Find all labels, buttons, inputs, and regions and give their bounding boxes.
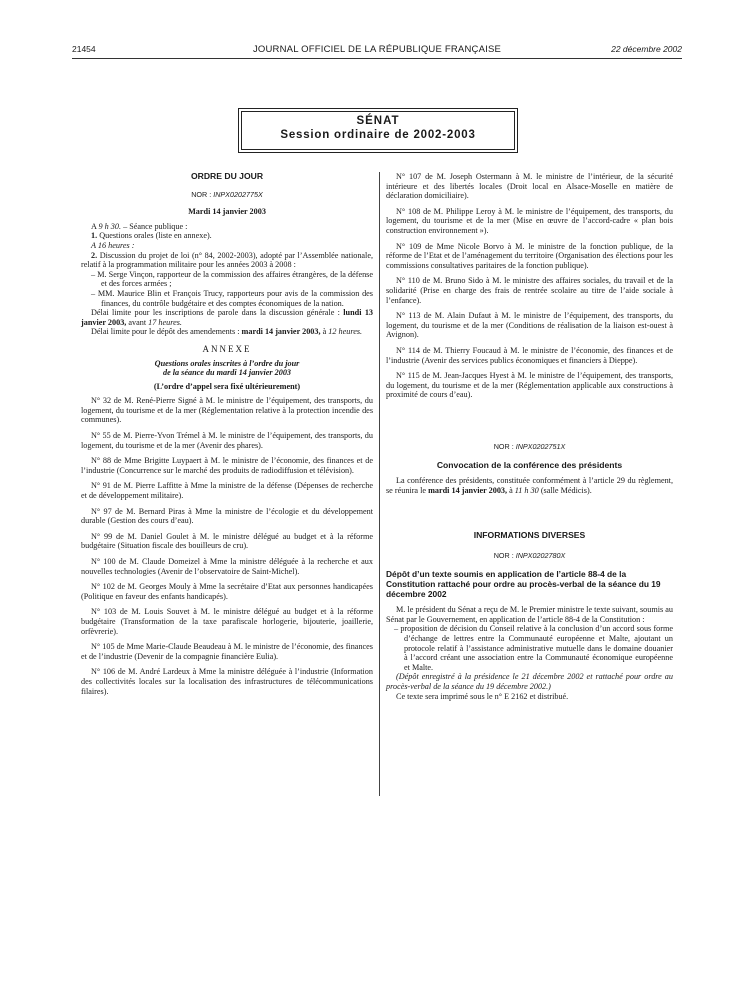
ordre-du-jour-title: ORDRE DU JOUR bbox=[190, 171, 264, 181]
delai-text: Délai limite pour les inscriptions de parole dans la discussion générale : bbox=[91, 308, 340, 318]
question-item: N° 91 de M. Pierre Laffitte à Mme la ministre de la défense (Dépenses de recherche et de développement militaire). bbox=[81, 481, 373, 501]
nor-code: INPX0202780X bbox=[515, 550, 566, 560]
session-time: 9 h 30. bbox=[98, 221, 122, 231]
question-item: N° 113 de M. Alain Dufaut à M. le ministre de l’équipement, des transports, du logement, du tourisme et de la mer (Conditions de réalisation de la liaison est-ouest à Avignon). bbox=[386, 311, 673, 340]
depot-proposition: – proposition de décision du Conseil relative à la conclusion d’un accord sous forme d’échange de lettres entre la Communauté européenne et Malte, ajoutant un protocole relatif à l’assistance administrative mutuelle dans le domaine douanier à l’accord créant une association entre la Communauté économique européenne et Malte. bbox=[394, 624, 673, 672]
issue-date: 22 décembre 2002 bbox=[611, 44, 682, 54]
delai-date: mardi 14 janvier 2003, bbox=[241, 327, 321, 337]
nor-label: NOR : bbox=[191, 189, 212, 199]
question-item: N° 99 de M. Daniel Goulet à M. le ministre délégué au budget et à la réforme budgétaire (Situation fiscale des bouilleurs de cru). bbox=[81, 531, 373, 551]
annexe-subtitle-1: Questions orales inscrites à l’ordre du jour bbox=[154, 358, 300, 368]
depot-intro: M. le président du Sénat a reçu de M. le Premier ministre le texte suivant, soumis au Sénat par le Gouvernement, en application de l’article 88-4 de la Constitution : bbox=[386, 605, 673, 624]
column-divider bbox=[379, 172, 380, 796]
rapporteurs-avis-line: – MM. Maurice Blin et François Trucy, rapporteurs pour avis de la commission des finances, du contrôle budgétaire et des comptes économiques de la nation. bbox=[91, 288, 373, 308]
left-column bbox=[81, 172, 373, 702]
informations-diverses-title: INFORMATIONS DIVERSES bbox=[473, 530, 586, 541]
question-item: N° 100 de M. Claude Domeizel à Mme la ministre déléguée à la recherche et aux nouvelles technologies (Avenir de l’observatoire de Saint-Michel). bbox=[81, 557, 373, 576]
convocation-body: La conférence des présidents, constituée conformément à l’article 29 du règlement, se réunira le bbox=[386, 476, 673, 495]
afternoon-session: A 16 heures : bbox=[91, 240, 135, 250]
delai-connector: avant bbox=[128, 317, 147, 327]
question-item: N° 108 de M. Philippe Leroy à M. le ministre de l’équipement, des transports, du logement, du tourisme et de la mer (Mise en œuvre de l’accord-cadre « plan bois construction environnement »). bbox=[386, 206, 673, 235]
convocation-date: mardi 14 janvier 2003, bbox=[428, 485, 508, 495]
nor-label: NOR : bbox=[493, 441, 514, 451]
nor-reference-3 bbox=[386, 551, 673, 561]
session-subtitle: Session ordinaire de 2002-2003 bbox=[280, 129, 476, 141]
annexe-heading: ANNEXE bbox=[202, 343, 252, 354]
item-text: Questions orales (liste en annexe). bbox=[99, 231, 212, 241]
delai-date: lundi 13 janvier 2003, bbox=[81, 308, 374, 327]
question-item: N° 88 de Mme Brigitte Luypaert à M. le ministre de l’économie, des finances et de l’industrie (Concurrence sur le marché des produits de radiodiffusion et télévision). bbox=[81, 456, 373, 475]
convocation-connector: à bbox=[509, 485, 513, 495]
question-item: N° 109 de Mme Nicole Borvo à M. le ministre de la fonction publique, de la réforme de l’Etat et de l’aménagement du territoire (Organisation des élections pour les commissions consultatives paritaires de la fonction publique). bbox=[386, 241, 673, 270]
ordre-appel-note: (L’ordre d’appel sera fixé ultérieurement) bbox=[153, 381, 301, 391]
depot-final: Ce texte sera imprimé sous le n° E 2162 et distribué. bbox=[396, 691, 569, 701]
a-word: A bbox=[91, 221, 97, 231]
convocation-text bbox=[386, 476, 673, 495]
nor-code: INPX0202775X bbox=[213, 189, 263, 199]
session-date-heading: Mardi 14 janvier 2003 bbox=[188, 207, 266, 217]
convocation-room: (salle Médicis). bbox=[540, 485, 592, 495]
page-number: 21454 bbox=[72, 44, 96, 54]
convocation-title: Convocation de la conférence des présidents bbox=[436, 460, 623, 471]
journal-title: JOURNAL OFFICIEL DE LA RÉPUBLIQUE FRANÇAISE bbox=[252, 44, 502, 55]
convocation-hour: 11 h 30 bbox=[514, 485, 539, 495]
delai-amendements bbox=[81, 327, 373, 337]
question-item: N° 97 de M. Bernard Piras à Mme la ministre de l’écologie et du développement durable (Gestion des cours d’eau). bbox=[81, 506, 373, 526]
question-item: N° 102 de M. Georges Mouly à Mme la secrétaire d’Etat aux personnes handicapées (Politique en faveur des enfants handicapés). bbox=[81, 582, 373, 601]
delai-text: Délai limite pour le dépôt des amendements : bbox=[91, 327, 240, 337]
delai-connector: à bbox=[322, 327, 327, 337]
morning-session bbox=[81, 222, 373, 232]
nor-reference-2 bbox=[386, 442, 673, 452]
item-number: 1. bbox=[91, 231, 98, 241]
depot-title: Dépôt d’un texte soumis en application de l’article 88-4 de la Constitution rattaché pour ordre au procès-verbal de la séance du 19 décembre 2002 bbox=[386, 569, 661, 599]
senat-title: SÉNAT bbox=[356, 115, 400, 127]
delai-hour: 17 heures. bbox=[148, 317, 182, 327]
delai-inscriptions bbox=[81, 308, 373, 327]
question-item: N° 107 de M. Joseph Ostermann à M. le ministre de l’intérieur, de la sécurité intérieure et des libertés locales (Droit local en Alsace-Moselle en matière de déclaration domiciliaire). bbox=[386, 172, 673, 201]
question-item: N° 110 de M. Bruno Sido à M. le ministre des affaires sociales, du travail et de la solidarité (Prise en charge des frais de rentrée scolaire au titre de l’aide sociale à l’enfance). bbox=[386, 276, 673, 305]
agenda-item-2 bbox=[81, 251, 373, 270]
question-item: N° 105 de Mme Marie-Claude Beaudeau à M. le ministre de l’économie, des finances et de l’industrie (Devenir de la compagnie financière Eulia). bbox=[81, 642, 373, 661]
session-type: – Séance publique : bbox=[123, 221, 188, 231]
question-item: N° 114 de M. Thierry Foucaud à M. le ministre de l’économie, des finances et de l’industrie (Avenir des services publics économiques et financiers à Dieppe). bbox=[386, 345, 673, 365]
senat-box bbox=[241, 111, 515, 150]
question-item: N° 32 de M. René-Pierre Signé à M. le ministre de l’équipement, des transports, du logement, du tourisme et de la mer (Réglementation relative à la protection incendie des communes). bbox=[81, 396, 373, 425]
header-rule bbox=[72, 58, 682, 59]
depot-note: (Dépôt enregistré à la présidence le 21 décembre 2002 et rattaché pour ordre au procès-verbal de la séance du 19 décembre 2002.) bbox=[386, 672, 673, 691]
annexe-subtitle-2: de la séance du mardi 14 janvier 2003 bbox=[162, 368, 292, 378]
right-column bbox=[386, 172, 673, 707]
agenda-item-1 bbox=[81, 231, 373, 241]
rapporteur-line: – M. Serge Vinçon, rapporteur de la commission des affaires étrangères, de la défense et des forces armées ; bbox=[91, 269, 373, 289]
item-text: Discussion du projet de loi (n° 84, 2002-2003), adopté par l’Assemblée nationale, relatif à la programmation militaire pour les années 2003 à 2008 : bbox=[81, 250, 374, 270]
question-item: N° 103 de M. Louis Souvet à M. le ministre délégué au budget et à la réforme budgétaire (Transformation de la taxe parafiscale horlogerie, bijouterie, joaillerie, orfèvrerie). bbox=[81, 607, 373, 636]
nor-code: INPX0202751X bbox=[515, 441, 566, 451]
question-item: N° 55 de M. Pierre-Yvon Trémel à M. le ministre de l’équipement, des transports, du logement, du tourisme et de la mer (Avenir des phares). bbox=[81, 431, 373, 450]
question-item: N° 115 de M. Jean-Jacques Hyest à M. le ministre de l’équipement, des transports, du logement, du tourisme et de la mer (Réglementation applicable aux constructions à proximité de cours d’eau). bbox=[386, 371, 673, 400]
nor-reference-1 bbox=[81, 190, 373, 200]
page-header bbox=[72, 44, 682, 58]
nor-label: NOR : bbox=[493, 550, 514, 560]
delai-hour: 12 heures. bbox=[328, 327, 363, 337]
item-number: 2. bbox=[91, 250, 98, 260]
question-item: N° 106 de M. André Lardeux à Mme la ministre déléguée à l’industrie (Information des collectivités locales sur la localisation des infrastructures de télécommunications filaires). bbox=[81, 667, 373, 696]
